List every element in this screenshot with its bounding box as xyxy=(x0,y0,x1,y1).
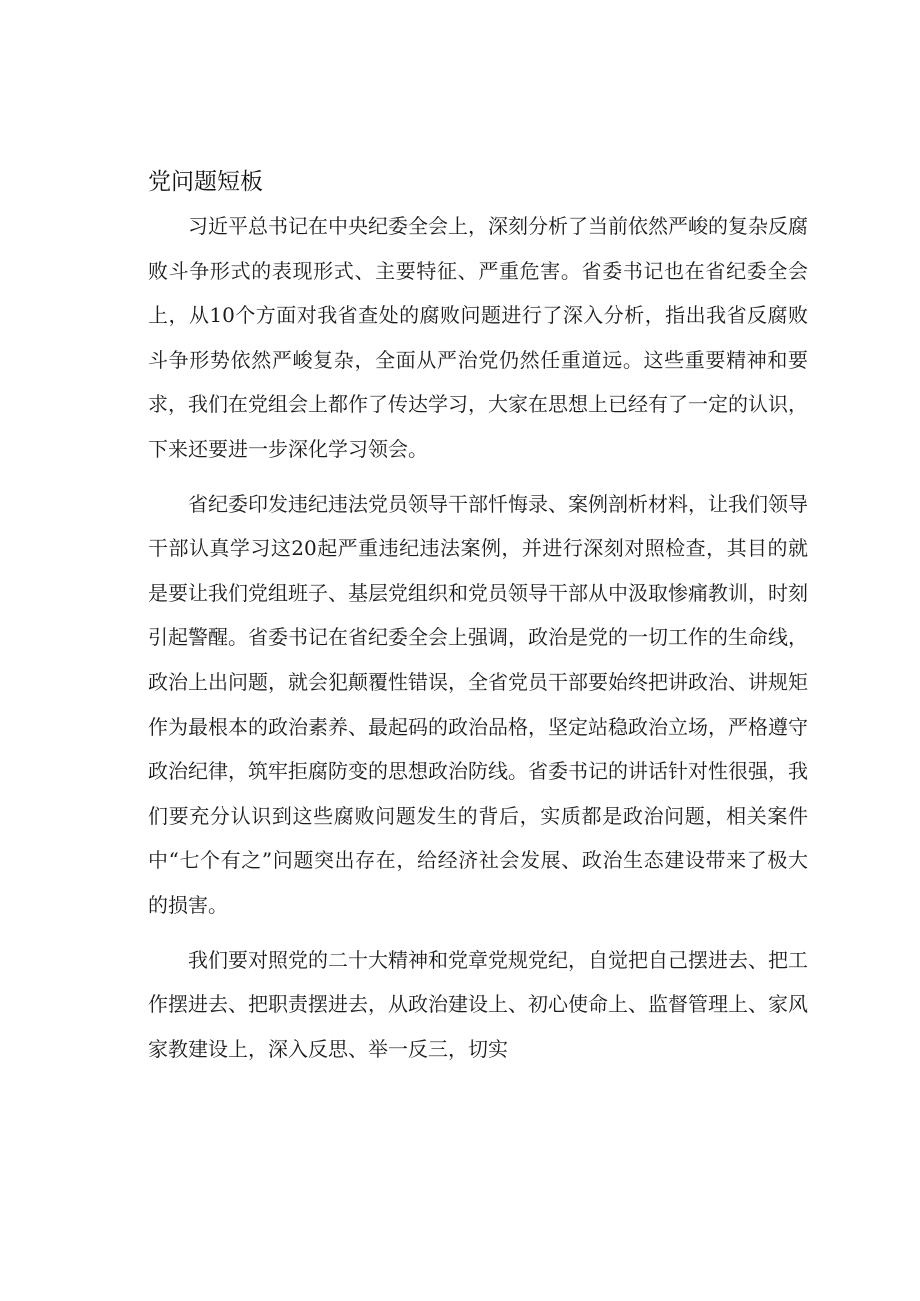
document-body xyxy=(148,160,808,1071)
paragraph-1: 习近平总书记在中央纪委全会上，深刻分析了当前依然严峻的复杂反腐败斗争形式的表现形式、主要特征、严重危害。省委书记也在省纪委全会上，从10个方面对我省查处的腐败问题进行了深入分析，指出我省反腐败斗争形势依然严峻复杂，全面从严治党仍然任重道远。这些重要精神和要求，我们在党组会上都作了传达学习，大家在思想上已经有了一定的认识，下来还要进一步深化学习领会。 xyxy=(148,214,808,461)
paragraph-3: 我们要对照党的二十大精神和党章党规党纪，自觉把自己摆进去、把工作摆进去、把职责摆进去，从政治建设上、初心使命上、监督管理上、家风家教建设上，深入反思、举一反三，切实 xyxy=(148,947,808,1061)
paragraph-2: 省纪委印发违纪违法党员领导干部忏悔录、案例剖析材料，让我们领导干部认真学习这20起严重违纪违法案例，并进行深刻对照检查，其目的就是要让我们党组班子、基层党组织和党员领导干部从中汲取惨痛教训，时刻引起警醒。省委书记在省纪委全会上强调，政治是党的一切工作的生命线，政治上出问题，就会犯颠覆性错误，全省党员干部要始终把讲政治、讲规矩作为最根本的政治素养、最起码的政治品格，坚定站稳政治立场，严格遵守政治纪律，筑牢拒腐防变的思想政治防线。省委书记的讲话针对性很强，我们要充分认识到这些腐败问题发生的背后，实质都是政治问题，相关案件中“七个有之”问题突出存在，给经济社会发展、政治生态建设带来了极大的损害。 xyxy=(148,491,808,917)
section-heading: 党问题短板 xyxy=(148,169,263,195)
